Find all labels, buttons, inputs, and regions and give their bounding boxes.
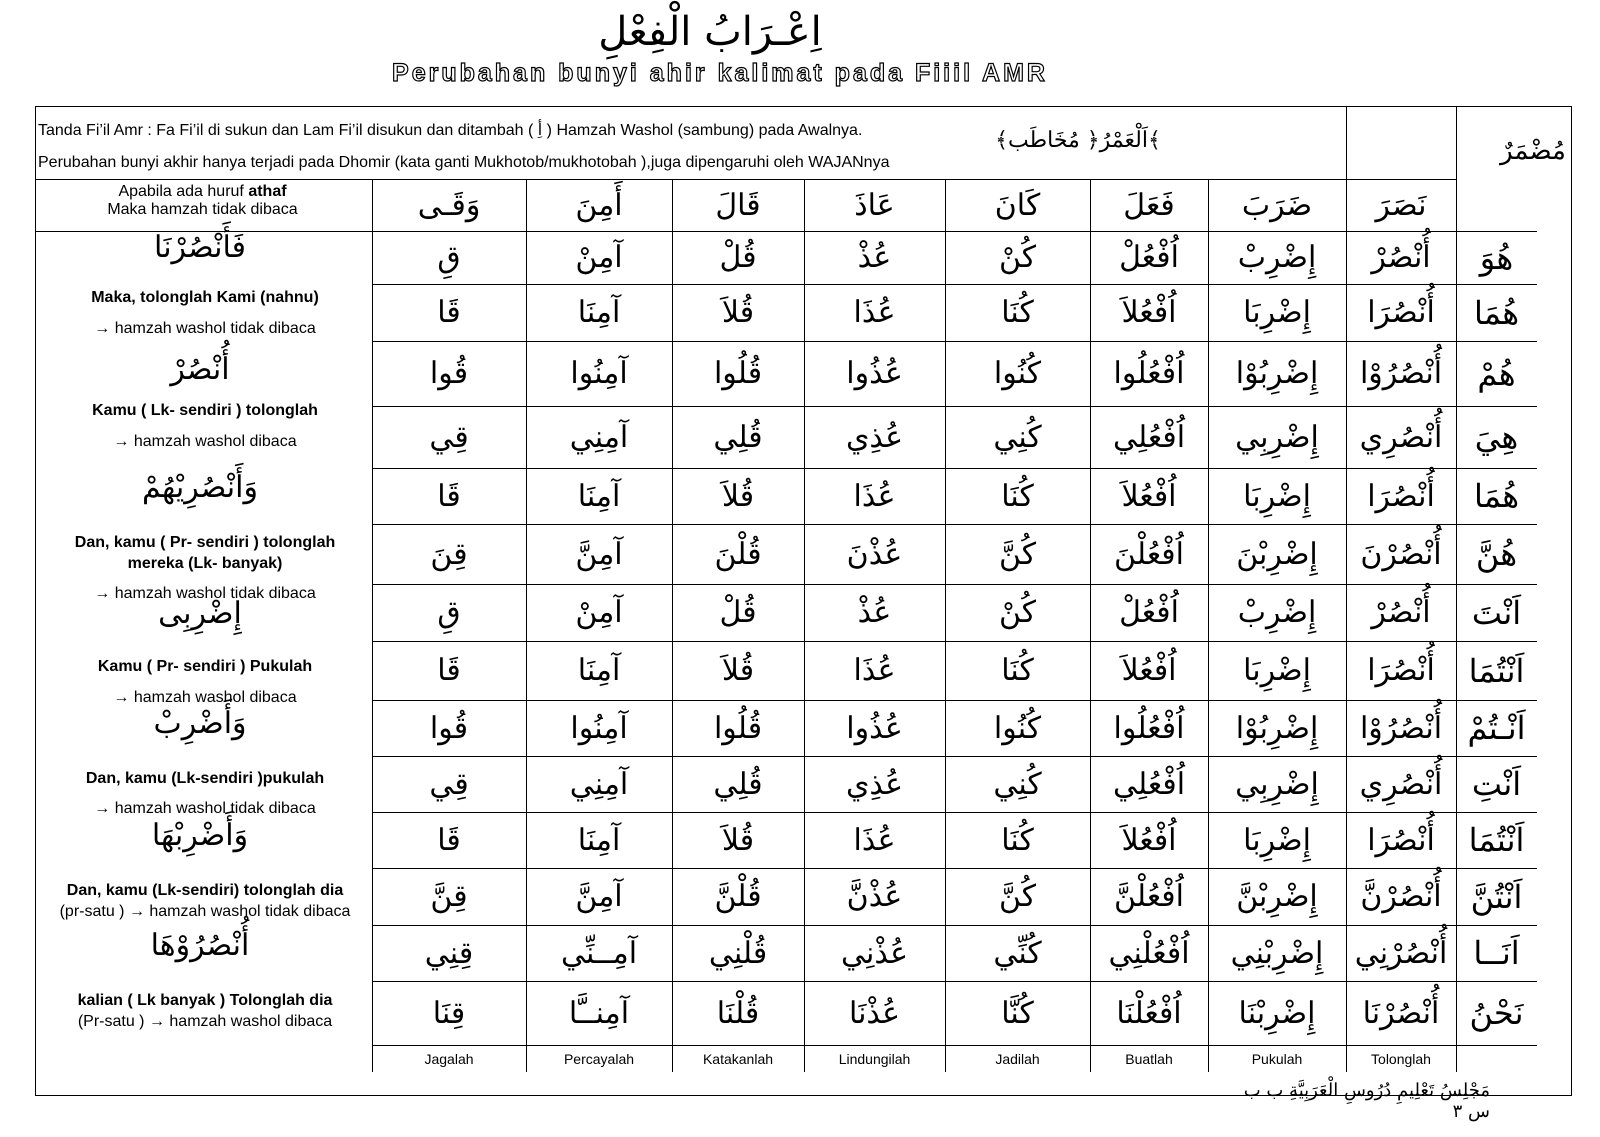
example-arabic: فَأَنْصُرْنَا [154, 230, 246, 265]
verb-form-cell: إِضْرِبْنَا [1238, 995, 1316, 1031]
gloss-label: Jagalah [424, 1051, 474, 1067]
verb-form-cell: قُلْنِي [708, 935, 768, 971]
verb-form-cell: كُنَا [1001, 822, 1034, 858]
example-line-2: → hamzah washol tidak dibaca [94, 320, 316, 337]
example-arabic: وَأَضْرِبْهَا [151, 818, 249, 853]
gloss-label: Jadilah [995, 1051, 1040, 1067]
pronoun-cell: هُمْ [1477, 354, 1516, 393]
verb-form-cell: آمِــنِّي [560, 935, 638, 971]
example-line-1: Dan, kamu (Lk-sendiri) tolonglah dia [66, 882, 344, 899]
verb-header: أَمِنَ [575, 187, 623, 223]
pronoun-cell: اَنْتُمَا [1468, 651, 1525, 690]
footer-institution: مَجْلِسُ تَعْلِيمِ دُرُوسِ الْعَرَبِيَّةِ ب ب س ٣ [1243, 1080, 1490, 1122]
verb-form-cell: أُنْصُرَا [1367, 822, 1435, 858]
verb-form-cell: أُنْصُرَا [1367, 478, 1435, 514]
verb-form-cell: عُذَا [853, 822, 896, 858]
verb-form-cell: قِ [437, 240, 461, 275]
verb-form-cell: قِنِي [424, 935, 474, 971]
verb-form-cell: آمِنَا [577, 478, 621, 514]
verb-form-cell: اُفْعُلِي [1112, 766, 1186, 802]
pronoun-cell: هُمَا [1473, 477, 1520, 515]
verb-form-cell: إِضْرِبَا [1243, 822, 1311, 858]
info-line-1: Tanda Fi’il Amr : Fa Fi’il di sukun dan Lam Fi’il disukun dan ditambah ( أِ ) Hamzah Washol (sambung) pada Awalnya. [38, 122, 863, 139]
verb-form-cell: قَا [437, 653, 461, 688]
gloss-label: Pukulah [1251, 1051, 1303, 1067]
verb-form-cell: اُفْعُلُوا [1113, 710, 1185, 746]
verb-form-cell: قُلْ [719, 595, 757, 630]
subtitle: Perubahan bunyi ahir kalimat pada Fiiil AMR [392, 59, 1048, 87]
example-arabic: وَأَنْصُرِيْهُمْ [142, 470, 258, 505]
verb-form-cell: عُذْنَّ [846, 879, 903, 914]
verb-form-cell: قُلْنَ [714, 536, 762, 572]
verb-form-cell: عُذْنِي [841, 935, 909, 971]
verb-form-cell: اُفْعُلْ [1119, 240, 1179, 275]
example-line-1: Dan, kamu ( Pr- sendiri ) tolonglah [74, 534, 336, 551]
verb-form-cell: قُلْ [719, 240, 757, 275]
verb-form-cell: عُذَا [853, 295, 896, 330]
verb-form-cell: عُذَا [853, 653, 896, 688]
verb-form-cell: أُنْصُرْ [1371, 240, 1431, 275]
verb-form-cell: آمِنْ [575, 240, 623, 275]
verb-form-cell: قُلُوا [713, 710, 763, 746]
verb-form-cell: قِي [429, 419, 469, 455]
verb-header: عَاذَ [854, 187, 895, 223]
verb-form-cell: كُنْ [998, 595, 1037, 630]
verb-form-cell: كُنَّ [998, 879, 1037, 914]
example-line-1: Maka, tolonglah Kami (nahnu) [91, 289, 319, 306]
verb-form-cell: عُذْنَ [846, 536, 903, 572]
info-line-2: Perubahan bunyi akhir hanya terjadi pada Dhomir (kata ganti Mukhotob/mukhotobah ),juga dipengaruhi oleh WAJANnya [38, 154, 890, 171]
example-line-2: → hamzah washol dibaca [113, 689, 297, 706]
verb-form-cell: قُوا [429, 356, 469, 391]
verb-form-cell: كُنَّا [1001, 995, 1034, 1031]
example-line-1b: mereka (Lk- banyak) [127, 555, 283, 572]
pronoun-cell: اَنْتِ [1471, 765, 1522, 803]
verb-form-cell: إِضْرِبْ [1237, 240, 1317, 275]
verb-form-cell: قَا [437, 295, 461, 330]
verb-form-cell: آمِنَا [577, 822, 621, 858]
grid-line-v [1346, 106, 1347, 179]
gloss-label: Katakanlah [702, 1051, 774, 1067]
verb-header: كَانَ [994, 187, 1041, 223]
example-line-1: Kamu ( Lk- sendiri ) tolonglah [92, 402, 318, 419]
example-line-2: → hamzah washol tidak dibaca [94, 585, 316, 602]
verb-form-cell: قِنَا [432, 995, 466, 1031]
example-line-2: (pr-satu ) → hamzah washol tidak dibaca [59, 903, 351, 920]
verb-form-cell: قُلاَ [721, 653, 755, 688]
verb-form-cell: أُنْصُرِي [1359, 766, 1443, 802]
verb-form-cell: اُفْعُلْنَّ [1114, 879, 1184, 914]
verb-form-cell: قَا [437, 822, 461, 858]
verb-form-cell: أُنْصُرِي [1359, 419, 1443, 455]
athaf-note [35, 183, 370, 219]
verb-form-cell: إِضْرِبِي [1235, 766, 1319, 802]
grid-line-h [372, 1045, 1456, 1046]
verb-form-cell: كُنِي [993, 766, 1042, 802]
pronoun-cell: اَنْـتُمْ [1467, 709, 1526, 747]
pronoun-cell: نَحْنُ [1469, 994, 1524, 1032]
gloss-label: Percayalah [563, 1051, 635, 1067]
verb-form-cell: آمِنــَّا [568, 995, 630, 1031]
example-line-1: kalian ( Lk banyak ) Tolonglah dia [77, 992, 333, 1009]
athaf-note-prefix: Apabila ada huruf [118, 183, 249, 200]
verb-form-cell: عُذْ [857, 595, 892, 630]
verb-form-cell: إِضْرِبْ [1237, 595, 1317, 630]
verb-form-cell: اُفْعُلاَ [1121, 295, 1177, 330]
verb-form-cell: عُذِي [845, 419, 904, 455]
verb-form-cell: اُفْعُلْ [1119, 595, 1179, 630]
verb-form-cell: عُذُوا [846, 710, 903, 746]
verb-form-cell: آمِنْ [575, 595, 623, 630]
verb-form-cell: أُنْصُرْنَ [1360, 536, 1442, 572]
verb-form-cell: اُفْعُلْنَا [1116, 995, 1182, 1031]
verb-form-cell: اُفْعُلُوا [1113, 356, 1185, 391]
pronoun-cell: هُمَا [1473, 293, 1520, 332]
verb-form-cell: اُفْعُلْنِي [1108, 935, 1190, 971]
verb-form-cell: آمِنِي [569, 766, 629, 802]
example-line-2: → hamzah washol dibaca [113, 433, 297, 450]
example-line-1: Kamu ( Pr- sendiri ) Pukulah [97, 658, 313, 675]
verb-form-cell: عُذْنَا [848, 995, 901, 1031]
verb-form-cell: كُنُوا [993, 710, 1042, 746]
verb-form-cell: قُلِي [713, 766, 763, 802]
info-arabic: ﴾اَلْعَمْرُ﴿ مُخَاطَب﴾ [995, 128, 1161, 153]
verb-form-cell: قُوا [429, 710, 469, 746]
verb-form-cell: إِضْرِبْنَ [1236, 536, 1318, 572]
verb-form-cell: كُنَا [1001, 295, 1034, 330]
verb-form-cell: أُنْصُرْ [1371, 595, 1431, 630]
verb-form-cell: آمِنَا [577, 295, 621, 330]
verb-form-cell: قُلِي [713, 419, 763, 455]
verb-form-cell: أُنْصُرْنَا [1362, 995, 1440, 1031]
verb-form-cell: إِضْرِبُوْا [1235, 356, 1319, 391]
verb-form-cell: قُلْنَا [716, 995, 760, 1031]
example-line-2: → hamzah washol tidak dibaca [94, 800, 316, 817]
verb-form-cell: قُلاَ [721, 822, 755, 858]
verb-form-cell: إِضْرِبْنِي [1230, 935, 1324, 971]
verb-form-cell: آمِنَّ [575, 536, 623, 572]
verb-form-cell: إِضْرِبُوْا [1235, 710, 1319, 746]
verb-form-cell: أُنْصُرَا [1367, 295, 1435, 330]
verb-form-cell: آمِنَّ [575, 879, 623, 914]
verb-form-cell: إِضْرِبِي [1235, 419, 1319, 455]
pronoun-cell: هُوَ [1479, 238, 1514, 277]
verb-form-cell: اُفْعُلاَ [1121, 653, 1177, 688]
pronoun-cell: اَنْتُنَّ [1470, 877, 1523, 916]
pronoun-cell: اَنَــا [1473, 934, 1520, 972]
verb-form-cell: أُنْصُرْنِي [1354, 935, 1448, 971]
example-line-2: (Pr-satu ) → hamzah washol dibaca [77, 1013, 333, 1030]
example-arabic: إِضْرِبِى [158, 596, 242, 631]
verb-form-cell: آمِنِي [569, 419, 629, 455]
athaf-note-line-1 [35, 183, 370, 201]
verb-form-cell: عُذِي [845, 766, 904, 802]
gloss-label: Tolonglah [1371, 1051, 1431, 1067]
verb-header: وَقَـى [417, 187, 481, 223]
example-arabic: أُنْصُرُوْهَا [150, 928, 250, 963]
verb-form-cell: إِضْرِبَا [1243, 653, 1311, 688]
verb-form-cell: كُنِّي [993, 935, 1042, 971]
athaf-note-line-2: Maka hamzah tidak dibaca [107, 201, 298, 218]
verb-form-cell: إِضْرِبَا [1243, 295, 1311, 330]
verb-form-cell: أُنْصُرَا [1367, 653, 1435, 688]
verb-form-cell: اُفْعُلِي [1112, 419, 1186, 455]
pronoun-cell: اَنْتَ [1471, 593, 1522, 632]
verb-form-cell: قَا [437, 478, 461, 514]
verb-header: قَالَ [715, 187, 761, 223]
verb-form-cell: كُنِي [993, 419, 1042, 455]
athaf-note-bold: athaf [248, 183, 287, 200]
pronoun-cell: اَنْتُمَا [1468, 821, 1525, 859]
verb-form-cell: إِضْرِبْنَّ [1236, 879, 1318, 914]
example-arabic: أُنْصُرْ [170, 352, 230, 387]
verb-form-cell: اُفْعُلْنَ [1114, 536, 1184, 572]
verb-form-cell: قُلاَ [721, 295, 755, 330]
verb-form-cell: قِي [429, 766, 469, 802]
verb-form-cell: قُلْنَّ [714, 879, 762, 914]
example-line-1: Dan, kamu (Lk-sendiri )pukulah [85, 770, 325, 787]
verb-header: ضَرَبَ [1241, 187, 1313, 223]
gloss-label: Buatlah [1125, 1051, 1173, 1067]
verb-form-cell: اُفْعُلاَ [1121, 822, 1177, 858]
verb-form-cell: آمِنَا [577, 653, 621, 688]
example-arabic: وَأَضْرِبْ [153, 706, 247, 741]
verb-form-cell: قِنَّ [430, 879, 468, 914]
verb-form-cell: قِ [437, 595, 461, 630]
verb-form-cell: كُنَا [1001, 653, 1034, 688]
verb-form-cell: أُنْصُرُوْا [1359, 710, 1443, 746]
verb-form-cell: أُنْصُرُوْا [1359, 356, 1443, 391]
verb-header: فَعَلَ [1123, 187, 1175, 223]
verb-form-cell: قُلاَ [721, 478, 755, 514]
verb-form-cell: قِنَ [430, 536, 468, 572]
verb-form-cell: كُنُوا [993, 356, 1042, 391]
verb-form-cell: عُذْ [857, 240, 892, 275]
verb-form-cell: كُنْ [998, 240, 1037, 275]
verb-form-cell: آمِنُوا [570, 710, 628, 746]
pronoun-cell: هِيَ [1474, 418, 1519, 456]
title-arabic: اِعْـرَابُ الْفِعْلِ [598, 9, 822, 55]
verb-form-cell: كُنَا [1001, 478, 1034, 514]
verb-form-cell: قُلُوا [713, 356, 763, 391]
verb-form-cell: اُفْعُلاَ [1121, 478, 1177, 514]
verb-form-cell: كُنَّ [998, 536, 1037, 572]
verb-form-cell: آمِنُوا [570, 356, 628, 391]
verb-form-cell: أُنْصُرْنَّ [1360, 879, 1442, 914]
pronoun-cell: هُنَّ [1475, 535, 1518, 573]
verb-form-cell: عُذَا [853, 478, 896, 514]
gloss-label: Lindungilah [838, 1051, 911, 1067]
verb-form-cell: إِضْرِبَا [1243, 478, 1311, 514]
verb-header: نَصَرَ [1375, 187, 1427, 223]
dhomir-heading: مُضْمَرٌ [1500, 136, 1566, 166]
verb-form-cell: عُذُوا [846, 356, 903, 391]
